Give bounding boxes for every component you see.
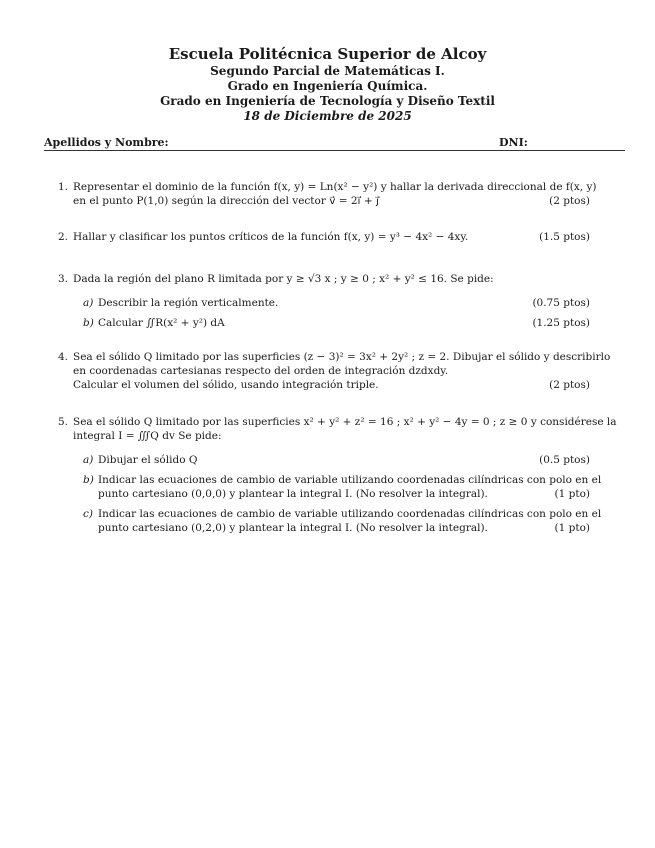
question-2 xyxy=(58,230,590,244)
subquestion-points: (0.5 ptos) xyxy=(539,454,590,466)
subquestion-a xyxy=(73,453,590,467)
question-5 xyxy=(58,415,617,535)
question-text: en coordenadas cartesianas respecto del orden de integración dzdxdy. xyxy=(73,365,449,377)
subquestion-label: a) xyxy=(83,297,94,309)
school-name: Escuela Politécnica Superior de Alcoy xyxy=(168,45,487,63)
question-number: 3. xyxy=(58,273,69,285)
subquestion-text: Indicar las ecuaciones de cambio de variable utilizando coordenadas cilíndricas con polo en el xyxy=(98,474,602,486)
question-number: 5. xyxy=(58,416,69,428)
question-1 xyxy=(58,180,597,208)
question-points: (2 ptos) xyxy=(549,379,590,391)
subquestion-a xyxy=(73,296,590,310)
question-text: Hallar y clasificar los puntos críticos de la función f(x, y) = y³ − 4x² − 4xy. xyxy=(73,231,469,243)
subquestion-text: Describir la región verticalmente. xyxy=(98,297,279,309)
subquestion-text: punto cartesiano (0,2,0) y plantear la integral I. (No resolver la integral). xyxy=(98,522,488,534)
subquestion-text: Indicar las ecuaciones de cambio de variable utilizando coordenadas cilíndricas con polo en el xyxy=(98,508,602,520)
question-text: Representar el dominio de la función f(x, y) = Ln(x² − y²) y hallar la derivada direccional de f(x, y) xyxy=(73,181,597,193)
subquestion-label: a) xyxy=(83,454,94,466)
exam-header xyxy=(0,45,655,124)
subquestion-line xyxy=(98,521,590,535)
question-text: Calcular el volumen del sólido, usando integración triple. xyxy=(73,379,379,391)
name-label: Apellidos y Nombre: xyxy=(44,136,169,149)
question-line xyxy=(73,230,590,244)
question-text: Dada la región del plano R limitada por y ≥ √3 x ; y ≥ 0 ; x² + y² ≤ 16. Se pide: xyxy=(73,273,494,285)
question-line xyxy=(73,194,590,208)
question-number: 2. xyxy=(58,231,69,243)
question-text: integral I = ∭Q dv Se pide: xyxy=(73,430,222,442)
degree-line-2: Grado en Ingeniería de Tecnología y Diseño Textil xyxy=(160,94,495,108)
subquestion-points: (1 pto) xyxy=(554,522,590,534)
exam-title: Segundo Parcial de Matemáticas I. xyxy=(210,64,445,78)
question-number: 1. xyxy=(58,181,69,193)
subquestion-line xyxy=(98,487,590,501)
question-text: Sea el sólido Q limitado por las superficies (z − 3)² = 3x² + 2y² ; z = 2. Dibujar el sólido y describirlo xyxy=(73,351,611,363)
subquestion-points: (1 pto) xyxy=(554,488,590,500)
subquestion-points: (0.75 ptos) xyxy=(532,297,590,309)
question-3 xyxy=(58,272,590,330)
subquestion-label: b) xyxy=(83,317,94,329)
exam-date: 18 de Diciembre de 2025 xyxy=(243,109,412,123)
subquestion-label: c) xyxy=(83,508,93,520)
subquestion-b xyxy=(73,473,602,501)
question-points: (2 ptos) xyxy=(549,195,590,207)
question-text: en el punto P(1,0) según la dirección del vector v⃗ = 2i⃗ + j⃗ xyxy=(73,195,379,207)
degree-line-1: Grado en Ingeniería Química. xyxy=(227,79,428,93)
subquestion-label: b) xyxy=(83,474,94,486)
question-4 xyxy=(58,350,611,392)
student-info-bar xyxy=(44,136,625,151)
question-text: Sea el sólido Q limitado por las superficies x² + y² + z² = 16 ; x² + y² − 4y = 0 ; z ≥ 0 y considérese la xyxy=(73,416,617,428)
question-line xyxy=(73,378,590,392)
dni-label: DNI: xyxy=(499,136,528,149)
subquestion-text: punto cartesiano (0,0,0) y plantear la integral I. (No resolver la integral). xyxy=(98,488,488,500)
question-points: (1.5 ptos) xyxy=(539,231,590,243)
subquestion-text: Calcular ∬R(x² + y²) dA xyxy=(98,317,225,329)
subquestion-text: Dibujar el sólido Q xyxy=(98,454,198,466)
subquestion-c xyxy=(73,507,602,535)
subquestion-b xyxy=(73,316,590,330)
question-number: 4. xyxy=(58,351,69,363)
subquestion-points: (1.25 ptos) xyxy=(532,317,590,329)
